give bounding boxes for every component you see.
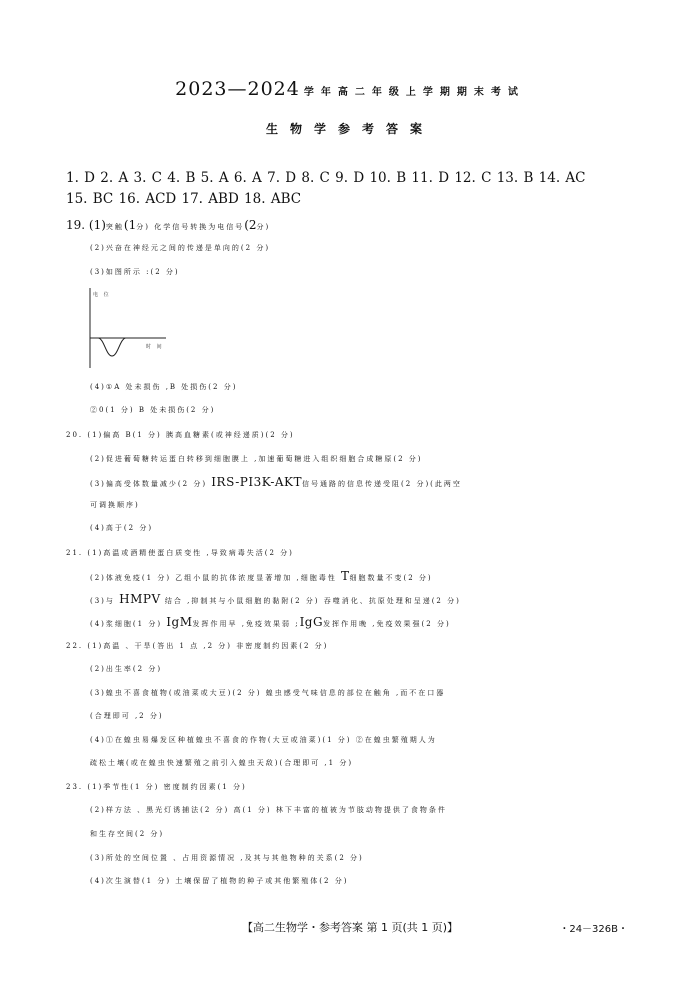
q22-line-5: (4)①在蝗虫易爆发区种植蝗虫不喜食的作物(大豆或油菜)(1 分) ②在蝗虫繁殖期人为 <box>90 736 437 744</box>
q19-line-1: 19. (1)突触(1分) 化学信号转换为电信号(2分) <box>66 218 271 232</box>
q21-line-4: (4)浆细胞(1 分) IgM发挥作用早 ,免疫效果弱 ;IgG发挥作用晚 ,免疫效果强(2 分) <box>90 615 451 629</box>
exam-title-text: 学年高二年级上学期期末考试 <box>303 87 525 98</box>
page-footer: 【高二生物学・参考答案 第 1 页(共 1 页)】 <box>241 921 459 934</box>
q19-line-2: (2)兴奋在神经元之间的传递是单向的(2 分) <box>90 244 271 252</box>
q19-line-5: ②0(1 分) B 处未损伤(2 分) <box>90 406 216 414</box>
q22-line-6: 疏松土壤(或在蝗虫快速繁殖之前引入蝗虫天敌)(合理即可 ,1 分) <box>90 759 354 767</box>
mc-answers-row-2: 15. BC 16. ACD 17. ABD 18. ABC <box>66 191 302 207</box>
graph-y-label: 电 位 <box>93 292 111 298</box>
q20-line-4: 可调换顺序) <box>90 501 140 509</box>
exam-title <box>0 78 700 100</box>
q19-line-3: (3)如图所示 :(2 分) <box>90 268 180 276</box>
document-code: ・24－326B・ <box>559 924 628 935</box>
q22-line-2: (2)出生率(2 分) <box>90 665 163 673</box>
q23-line-5: (4)次生演替(1 分) 土壤保留了植物的种子或其他繁殖体(2 分) <box>90 877 349 885</box>
q20-line-2: (2)促进葡萄糖转运蛋白转移到细胞膜上 ,加速葡萄糖进入组织细胞合成糖原(2 分) <box>90 455 423 463</box>
graph-curve <box>98 338 126 356</box>
q22-line-3: (3)蝗虫不喜食植物(或油菜或大豆)(2 分) 蝗虫感受气味信息的部位在触角 ,而不在口器 <box>90 689 446 697</box>
q23-line-2: (2)样方法 、黑光灯诱捕法(2 分) 高(1 分) 林下丰富的植被为节肢动物提供了食物条件 <box>90 806 447 814</box>
mc-answers-row-1: 1. D 2. A 3. C 4. B 5. A 6. A 7. D 8. C 9. D 10. B 11. D 12. C 13. B 14. AC <box>66 170 586 186</box>
q23-line-3: 和生存空间(2 分) <box>90 830 165 838</box>
q21-line-1: 21. (1)高温或酒精使蛋白质变性 ,导致病毒失活(2 分) <box>66 549 294 557</box>
q23-line-4: (3)所处的空间位置 、占用资源情况 ,及其与其他物种的关系(2 分) <box>90 854 364 862</box>
q21-line-3: (3)与 HMPV 结合 ,抑制其与小鼠细胞的黏附(2 分) 吞噬消化、抗原处理和呈递(2 分) <box>90 592 461 606</box>
q22-line-1: 22. (1)高温 、干旱(答出 1 点 ,2 分) 非密度制约因素(2 分) <box>66 642 329 650</box>
q19-line-4: (4)①A 处未损伤 ,B 处损伤(2 分) <box>90 383 238 391</box>
q20-line-5: (4)高于(2 分) <box>90 524 154 532</box>
q21-line-2: (2)体液免疫(1 分) 乙组小鼠的抗体浓度显著增加 ,细胞毒性 T细胞数量不变(2 分) <box>90 569 433 583</box>
q22-line-4: (合理即可 ,2 分) <box>90 712 164 720</box>
potential-time-graph <box>84 286 170 372</box>
q23-line-1: 23. (1)季节性(1 分) 密度制约因素(1 分) <box>66 783 247 791</box>
q20-line-3: (3)偏高受体数量减少(2 分) IRS-PI3K-AKT信号通路的信息传递受阻(2 分)(此两空 <box>90 475 462 489</box>
exam-year: 2023—2024 <box>175 78 300 100</box>
exam-subtitle: 生物学参考答案 <box>265 122 434 136</box>
graph-x-label: 时 间 <box>146 344 164 350</box>
q20-line-1: 20. (1)偏高 B(1 分) 胰高血糖素(或神经递质)(2 分) <box>66 431 295 439</box>
